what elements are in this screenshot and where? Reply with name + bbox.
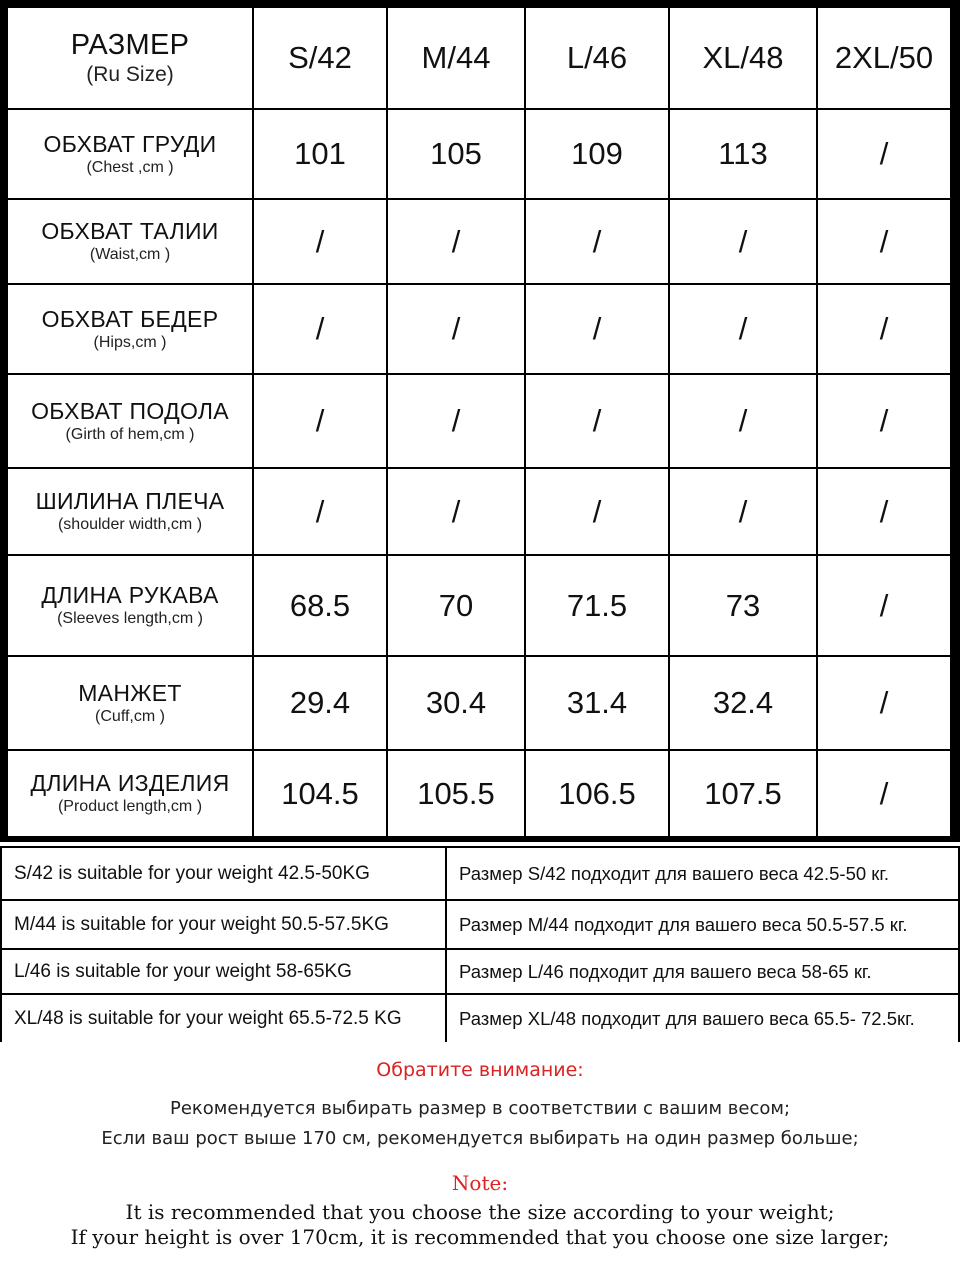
table-cell: 113 <box>670 110 816 198</box>
row-label-ru: ДЛИНА РУКАВА <box>41 582 219 609</box>
table-cell: / <box>818 751 950 836</box>
weight-guide-en: S/42 is suitable for your weight 42.5-50KG <box>2 848 445 899</box>
table-cell: 31.4 <box>526 657 668 749</box>
row-label-en: (Chest ,cm ) <box>86 158 174 176</box>
table-cell: 109 <box>526 110 668 198</box>
table-cell: / <box>388 375 524 467</box>
weight-guide-en: L/46 is suitable for your weight 58-65KG <box>2 950 445 993</box>
table-cell: / <box>670 200 816 283</box>
table-cell: 30.4 <box>388 657 524 749</box>
table-cell: 68.5 <box>254 556 386 655</box>
size-header-cell <box>8 8 252 108</box>
weight-guide-en: XL/48 is suitable for your weight 65.5-72.5 KG <box>2 995 445 1042</box>
table-cell: / <box>526 285 668 373</box>
row-label-en: (Girth of hem,cm ) <box>65 425 195 443</box>
row-label-ru: ОБХВАТ ТАЛИИ <box>41 218 219 245</box>
row-label-en: (Product length,cm ) <box>57 798 203 816</box>
row-label-en: (Waist,cm ) <box>89 246 171 264</box>
row-label-chest <box>8 110 252 198</box>
size-label: L/46 <box>526 8 668 108</box>
table-cell: 73 <box>670 556 816 655</box>
row-label-ru: МАНЖЕТ <box>78 679 182 706</box>
note-line-en: It is recommended that you choose the size according to your weight; <box>125 1200 835 1224</box>
table-cell: / <box>254 375 386 467</box>
weight-guide-ru: Размер L/46 подходит для вашего веса 58-65 кг. <box>447 950 958 993</box>
row-label-ru: ДЛИНА ИЗДЕЛИЯ <box>30 770 230 797</box>
row-label-en: (shoulder width,cm ) <box>57 516 203 534</box>
row-label-en: (Hips,cm ) <box>93 333 167 351</box>
note-line-en: If your height is over 170cm, it is recommended that you choose one size larger; <box>70 1225 890 1249</box>
table-cell: 106.5 <box>526 751 668 836</box>
table-cell: 70 <box>388 556 524 655</box>
note-title-en: Note: <box>451 1171 509 1195</box>
table-cell: / <box>818 469 950 554</box>
weight-guide-table <box>0 846 960 1042</box>
weight-guide-ru: Размер XL/48 подходит для вашего веса 65.5- 72.5кг. <box>447 995 958 1042</box>
row-label-ru: ОБХВАТ БЕДЕР <box>41 305 219 332</box>
table-cell: / <box>818 556 950 655</box>
size-header-en: (Ru Size) <box>86 63 174 87</box>
size-notes <box>0 1042 960 1280</box>
row-label-en: (Sleeves length,cm ) <box>57 610 203 628</box>
table-cell: 105.5 <box>388 751 524 836</box>
table-cell: / <box>254 200 386 283</box>
table-cell: / <box>526 375 668 467</box>
table-cell: / <box>670 375 816 467</box>
table-cell: / <box>388 200 524 283</box>
table-cell: 71.5 <box>526 556 668 655</box>
row-label-waist <box>8 200 252 283</box>
row-label-en: (Cuff,cm ) <box>95 707 165 725</box>
table-cell: / <box>388 469 524 554</box>
note-line-ru: Рекомендуется выбирать размер в соответствии с вашим весом; <box>169 1098 791 1119</box>
row-label-cuff <box>8 657 252 749</box>
table-cell: / <box>670 285 816 373</box>
weight-guide-en: M/44 is suitable for your weight 50.5-57.5KG <box>2 901 445 948</box>
table-cell: 104.5 <box>254 751 386 836</box>
weight-guide-ru: Размер M/44 подходит для вашего веса 50.5-57.5 кг. <box>447 901 958 948</box>
table-cell: / <box>388 285 524 373</box>
weight-guide-ru: Размер S/42 подходит для вашего веса 42.5-50 кг. <box>447 848 958 899</box>
size-label: 2XL/50 <box>818 8 950 108</box>
table-cell: / <box>818 657 950 749</box>
table-cell: / <box>526 469 668 554</box>
note-title-ru: Обратите внимание: <box>376 1059 584 1081</box>
row-label-ru: ОБХВАТ ПОДОЛА <box>31 397 229 424</box>
table-cell: / <box>526 200 668 283</box>
table-cell: 101 <box>254 110 386 198</box>
row-label-sleeves <box>8 556 252 655</box>
table-cell: 29.4 <box>254 657 386 749</box>
table-cell: / <box>818 285 950 373</box>
size-label: XL/48 <box>670 8 816 108</box>
row-label-product-length <box>8 751 252 836</box>
table-cell: 107.5 <box>670 751 816 836</box>
size-table <box>8 8 952 834</box>
table-cell: 105 <box>388 110 524 198</box>
table-cell: / <box>818 110 950 198</box>
size-label: M/44 <box>388 8 524 108</box>
table-cell: / <box>254 285 386 373</box>
row-label-ru: ОБХВАТ ГРУДИ <box>43 130 217 157</box>
table-cell: / <box>818 200 950 283</box>
row-label-ru: ШИЛИНА ПЛЕЧА <box>35 488 225 515</box>
table-cell: 32.4 <box>670 657 816 749</box>
row-label-shoulder <box>8 469 252 554</box>
size-header-ru: РАЗМЕР <box>70 28 190 61</box>
note-line-ru: Если ваш рост выше 170 см, рекомендуется выбирать на один размер больше; <box>101 1128 859 1149</box>
table-cell: / <box>254 469 386 554</box>
size-label: S/42 <box>254 8 386 108</box>
row-label-hips <box>8 285 252 373</box>
table-cell: / <box>670 469 816 554</box>
row-label-hem <box>8 375 252 467</box>
table-cell: / <box>818 375 950 467</box>
